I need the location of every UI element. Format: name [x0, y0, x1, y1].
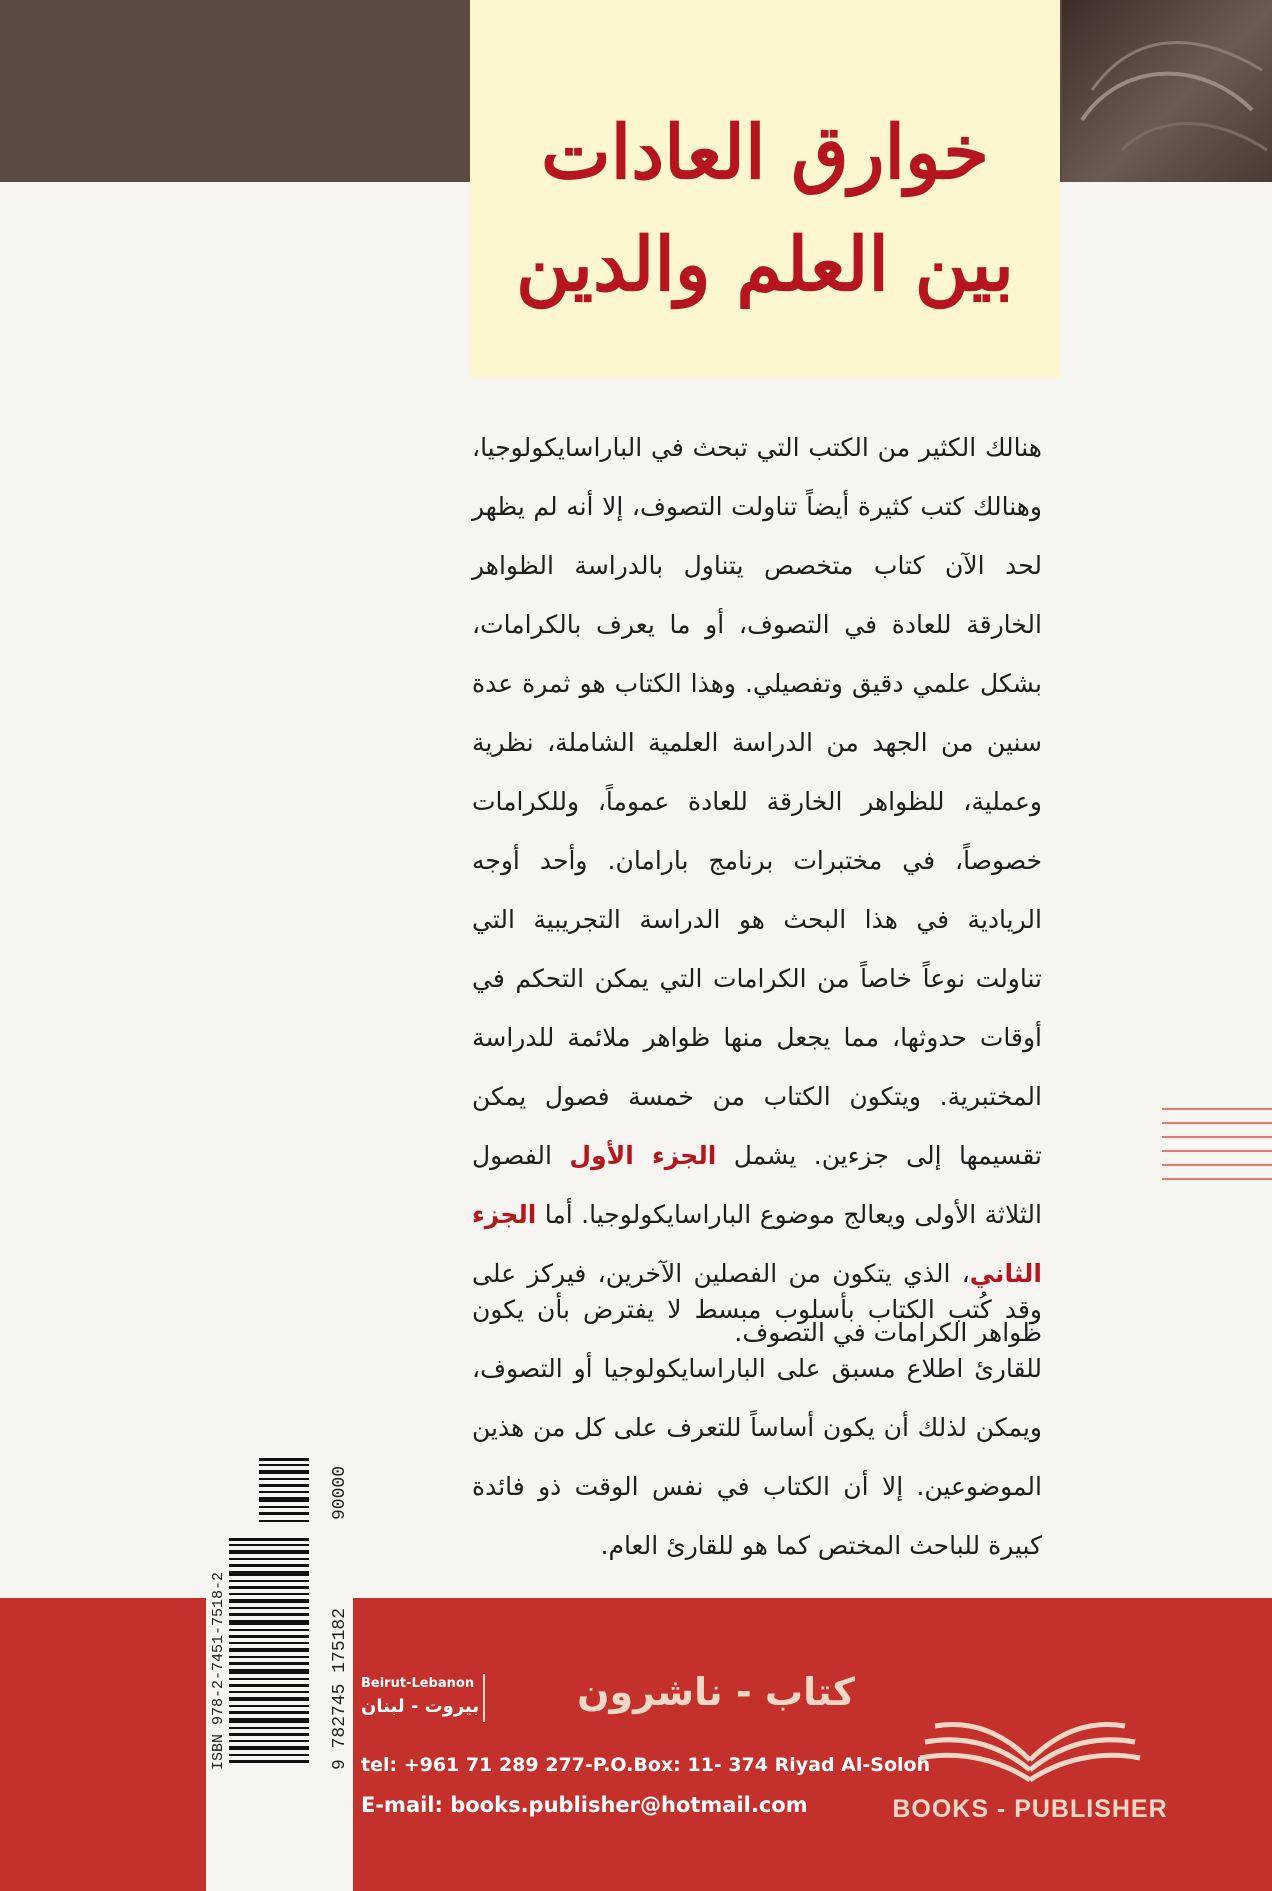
book-title-line-2: بين العلم والدين: [516, 222, 1014, 308]
blurb-text-start: هنالك الكثير من الكتب التي تبحث في الباراسايكولوجيا، وهنالك كتب كثيرة أيضاً تناولت التصوف، إلا أنه لم يظهر لحد الآن كتاب متخصص يتناول بالدراسة الظواهر الخارقة للعادة في التصوف، أو ما يعرف بالكرامات، بشكل علمي دقيق وتفصيلي. وهذا الكتاب هو ثمرة عدة سنين من الجهد من الدراسة العلمية الشاملة، نظرية وعملية، للظواهر الخارقة للعادة عموماً، وللكرامات خصوصاً، في مختبرات برنامج بارامان. وأحد أوجه الريادية في هذا البحث هو الدراسة التجريبية التي تناولت نوعاً خاصاً من الكرامات التي يمكن التحكم في أوقات حدوثها، مما يجعل منها ظواهر ملائمة للدراسة المختبرية. ويتكون الكتاب من خمسة فصول يمكن تقسيمها إلى جزءين. يشمل: [472, 433, 1042, 1170]
divider: [483, 1674, 485, 1722]
side-decorative-lines: [1162, 1100, 1272, 1196]
blurb-paragraph-2: وقد كُتب الكتاب بأسلوب مبسط لا يفترض بأن يكون للقارئ اطلاع مسبق على الباراسايكولوجيا أو التصوف، ويمكن لذلك أن يكون أساساً للتعرف على كل من هذين الموضوعين. إلا أن الكتاب في نفس الوقت ذو فائدة كبيرة للباحث المختص كما هو للقارئ العام.: [472, 1295, 1042, 1560]
blurb-text-mid: الفصول الثلاثة الأولى ويعالج موضوع الباراسايكولوجيا. أما: [472, 1141, 1042, 1229]
barcode-icon: [229, 1458, 319, 1770]
part-one-highlight: الجزء الأول: [569, 1141, 717, 1170]
title-panel: [470, 0, 1060, 378]
part-two-highlight: الجزء الثاني: [472, 1200, 1042, 1288]
publisher-city-en: Beirut-Lebanon: [361, 1676, 475, 1691]
open-book-logo-icon: [880, 1680, 1180, 1800]
publisher-logo-text: BOOKS - PUBLISHER: [892, 1795, 1168, 1823]
ornament-corner: [1062, 0, 1272, 182]
book-title-line-1: خوارق العادات: [541, 110, 989, 196]
swirl-ornament-icon: [1062, 0, 1272, 182]
blurb-paragraph-1: [472, 418, 1042, 1362]
publisher-email: E-mail: books.publisher@hotmail.com: [361, 1793, 808, 1817]
barcode-digits: 9 782745 175182: [330, 1607, 350, 1770]
barcode-addon: 90000: [330, 1465, 350, 1520]
blurb-text-end: ، الذي يتكون من الفصلين الآخرين، فيركز على ظواهر الكرامات في التصوف.: [472, 1259, 1042, 1347]
publisher-info: [353, 1668, 931, 1838]
publisher-arabic-name: كتاب - ناشرون: [577, 1670, 855, 1714]
isbn-label: ISBN 978-2-7451-7518-2: [210, 1571, 227, 1770]
publisher-tel: tel: +961 71 289 277-P.O.Box: 11- 374 Riyad Al-Soloh: [361, 1754, 931, 1776]
publisher-city-ar: بيروت - لبنان: [361, 1696, 480, 1717]
